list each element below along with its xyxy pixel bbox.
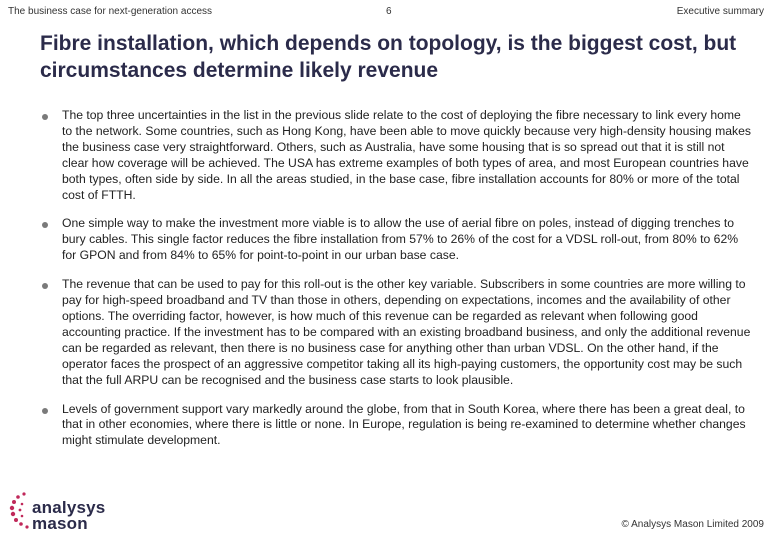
bullet-item: [40, 402, 752, 450]
bullet-item: [40, 277, 752, 388]
header-document-title: The business case for next-generation access: [8, 6, 212, 17]
bullet-text: Levels of government support vary markedly around the globe, from that in South Korea, where there has been a great deal, to that in other economies, where there is little or none. In Europe, regulation is being re-examined to determine whether changes might stimulate development.: [62, 401, 746, 448]
bullet-text: One simple way to make the investment more viable is to allow the use of aerial fibre on poles, instead of digging trenches to bury cables. This single factor reduces the fibre installation from 57% to 26% of the cost for a VDSL roll-out, from 80% to 62% for GPON and from 84% to 65% for point-to-point in our urban base case.: [62, 216, 739, 263]
slide-title: Fibre installation, which depends on topology, is the biggest cost, but circumstances determine likely revenue: [40, 32, 737, 82]
logo-wordmark: [32, 500, 105, 532]
bullet-text: The revenue that can be used to pay for this roll-out is the other key variable. Subscribers in some countries are more willing to pay for high-speed broadband and TV than those in others, depending on expectations, incomes and the availability of other options. The overriding factor, however, is how much of this revenue can be regarded as relevant when following good accounting practice. If the investment has to be compared with an existing broadband business, and only the additional revenue can be regarded as relevant, then there is no business case for anything other than urban VDSL. On the other hand, if the operator faces the prospect of an aggressive competitor taking all its high-paying customers, the opportunity cost may be such that the full ARPU can be recognised and the business case starts to look plausible.: [62, 277, 751, 387]
bullet-list: [40, 108, 752, 462]
bullet-item: [40, 216, 752, 264]
header-section-title: Executive summary: [676, 6, 764, 17]
logo-line-1: analysys: [32, 498, 106, 517]
bullet-dot-icon: [42, 222, 48, 228]
bullet-item: [40, 108, 752, 203]
bullet-text: The top three uncertainties in the list in the previous slide relate to the cost of deploying the fibre necessary to link every home to the network. Some countries, such as Hong Kong, have been able to move quickly because very high-density housing makes the business case very straightforward. Others, such as Australia, have some housing that is so spread out that it is still not clear how coverage will be achieved. The USA has extreme examples of both types of area, and most European countries have both types, often side by side. In all the areas studied, in the base case, fibre installation accounts for 80% or more of the total cost of FTTH.: [62, 108, 751, 202]
copyright-notice: © Analysys Mason Limited 2009: [621, 519, 764, 530]
page-number: 6: [386, 6, 392, 17]
bullet-dot-icon: [42, 114, 48, 120]
bullet-dot-icon: [42, 283, 48, 289]
bullet-dot-icon: [42, 408, 48, 414]
logo-line-2: mason: [32, 514, 88, 533]
